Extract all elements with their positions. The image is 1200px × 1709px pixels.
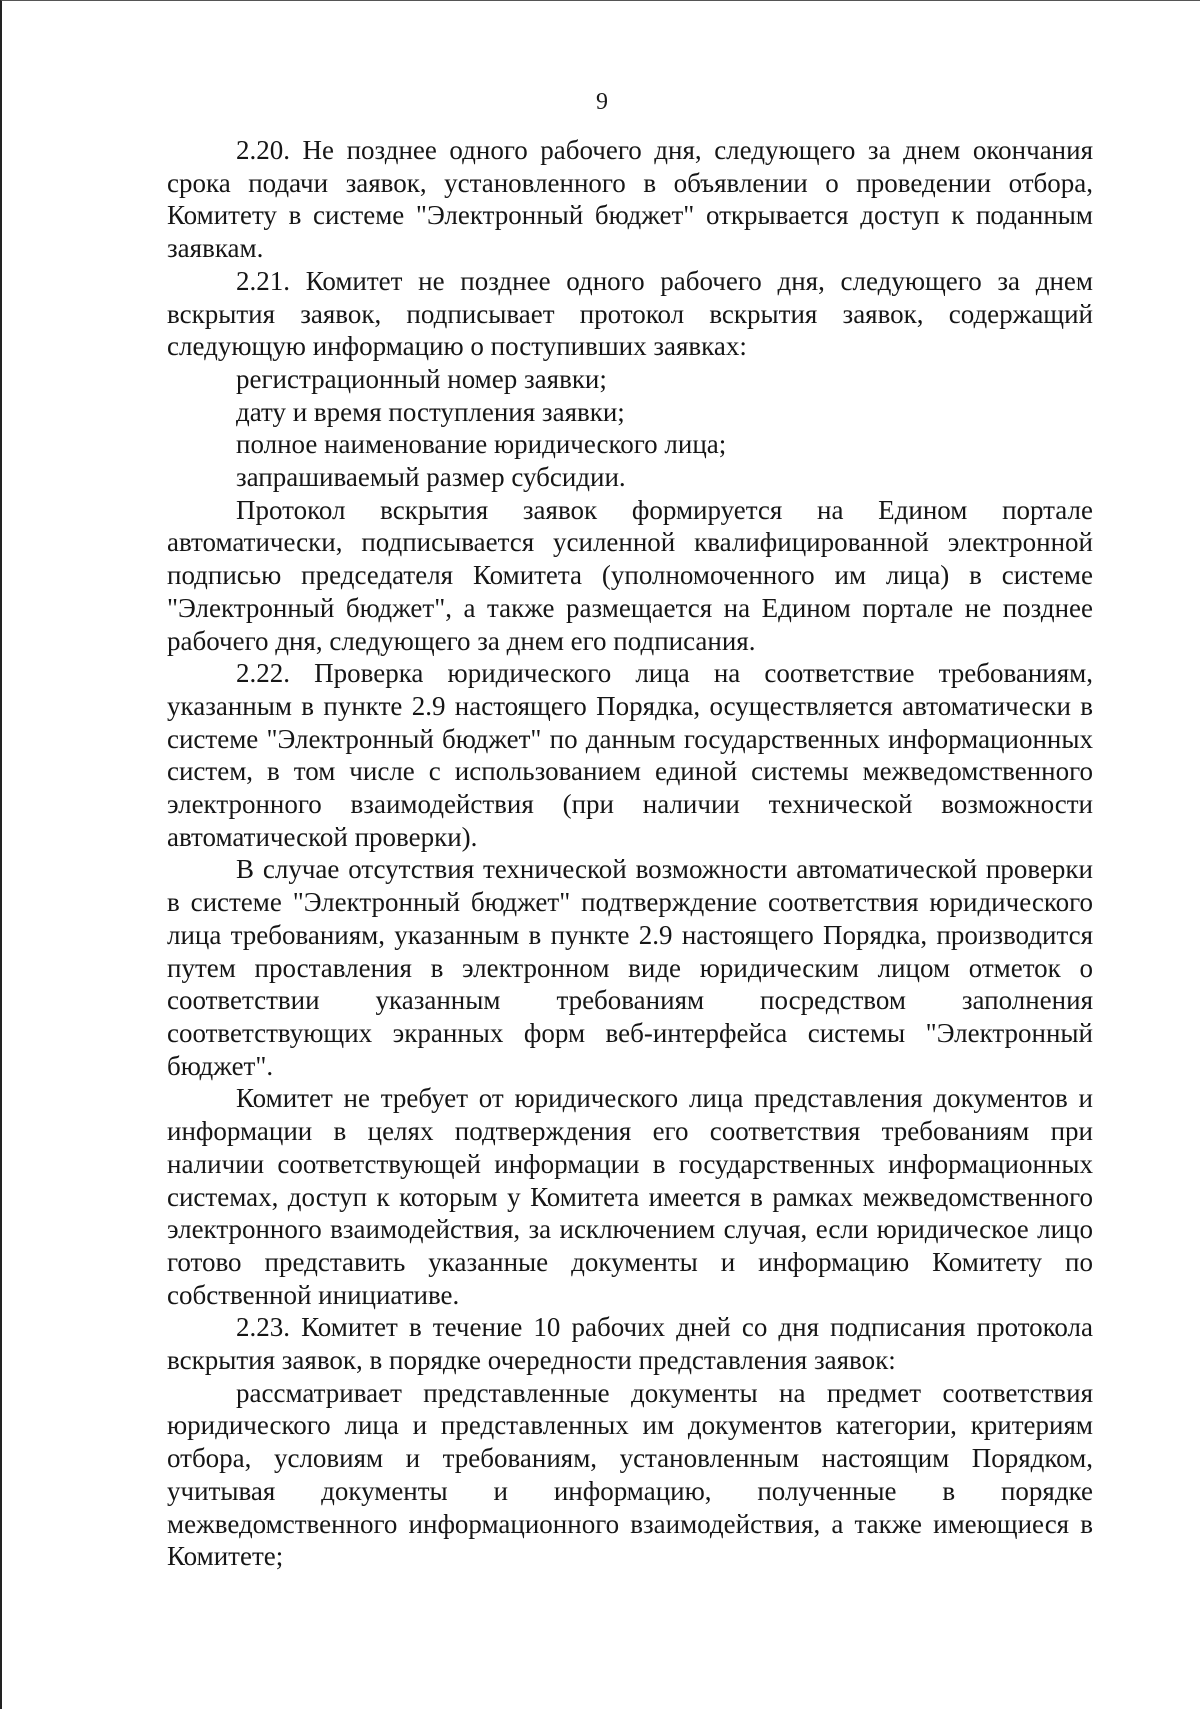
- paragraph-2-20: 2.20. Не позднее одного рабочего дня, следующего за днем окончания срока подачи заявок, установленного в объявлении о проведении отбора, Комитету в системе "Электронный бюджет" открывается доступ к поданным заявкам.: [167, 135, 1093, 264]
- list-item-date-time: дату и время поступления заявки;: [236, 396, 625, 427]
- paragraph-2-23: 2.23. Комитет в течение 10 рабочих дней со дня подписания протокола вскрытия заявок, в порядке очередности представления заявок:: [167, 1312, 1093, 1376]
- paragraph-2-22: 2.22. Проверка юридического лица на соответствие требованиям, указанным в пункте 2.9 настоящего Порядка, осуществляется автоматически в системе "Электронный бюджет" по данным государственных информационных систем, в том числе с использованием единой системы межведомственного электронного взаимодействия (при наличии технической возможности автоматической проверки).: [167, 658, 1093, 852]
- paragraph-committee-not-require: Комитет не требует от юридического лица представления документов и информации в целях подтверждения его соответствия требованиям при наличии соответствующей информации в государственных информационных системах, доступ к которым у Комитета имеется в рамках межведомственного электронного взаимодействия, за исключением случая, если юридическое лицо готово представить указанные документы и информацию Комитету по собственной инициативе.: [167, 1083, 1093, 1310]
- list-item-full-name: полное наименование юридического лица;: [236, 429, 727, 460]
- page-number: 9: [596, 89, 608, 115]
- paragraph-no-auto-check: В случае отсутствия технической возможности автоматической проверки в системе "Электронный бюджет" подтверждение соответствия юридического лица требованиям, указанным в пункте 2.9 настоящего Порядка, производится путем проставления в электронном виде юридическим лицом отметок о соответствии указанным требованиям посредством заполнения соответствующих экранных форм веб-интерфейса системы "Электронный бюджет".: [167, 854, 1093, 1081]
- paragraph-reviews-documents: рассматривает представленные документы на предмет соответствия юридического лица и представленных им документов категории, критериям отбора, условиям и требованиям, установленным настоящим Порядком, учитывая документы и информацию, полученные в порядке межведомственного информационного взаимодействия, а также имеющиеся в Комитете;: [167, 1377, 1093, 1572]
- paragraph-protocol: Протокол вскрытия заявок формируется на Едином портале автоматически, подписывается усиленной квалифицированной электронной подписью председателя Комитета (уполномоченного им лица) в системе "Электронный бюджет", а также размещается на Едином портале не позднее рабочего дня, следующего за днем его подписания.: [167, 494, 1093, 656]
- list-item-registration-number: регистрационный номер заявки;: [236, 363, 607, 394]
- document-body: [167, 134, 1093, 1573]
- list-item-subsidy-size: запрашиваемый размер субсидии.: [236, 462, 626, 493]
- paragraph-2-21: 2.21. Комитет не позднее одного рабочего дня, следующего за днем вскрытия заявок, подписывает протокол вскрытия заявок, содержащий следующую информацию о поступивших заявках:: [167, 265, 1093, 362]
